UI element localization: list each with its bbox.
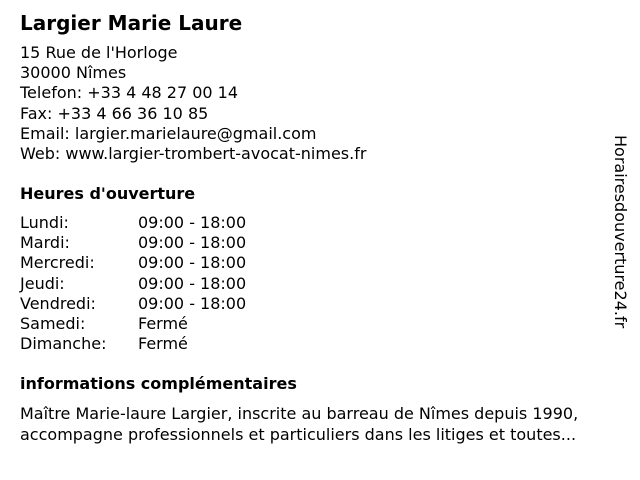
day-label: Vendredi: bbox=[20, 293, 96, 313]
day-label: Lundi: bbox=[20, 213, 69, 232]
day-label: Mercredi: bbox=[20, 253, 95, 273]
phone-number: Telefon: +33 4 48 27 00 14 bbox=[20, 83, 239, 103]
fax-number: Fax: +33 4 66 36 10 85 bbox=[20, 103, 209, 123]
day-hours: 09:00 - 18:00 bbox=[138, 233, 247, 253]
day-hours: 09:00 - 18:00 bbox=[138, 253, 247, 273]
address-street: 15 Rue de l'Horloge bbox=[20, 43, 178, 62]
additional-info-text bbox=[20, 403, 578, 445]
additional-info-heading: informations complémentaires bbox=[20, 374, 297, 393]
email-address: Email: largier.marielaure@gmail.com bbox=[20, 123, 317, 143]
website-url: Web: www.largier-trombert-avocat-nimes.fr bbox=[20, 143, 367, 163]
opening-hours-heading: Heures d'ouverture bbox=[20, 184, 196, 203]
page-title: Largier Marie Laure bbox=[20, 11, 243, 35]
day-hours: 09:00 - 18:00 bbox=[138, 273, 247, 293]
contact-block bbox=[20, 43, 366, 164]
day-label: Jeudi: bbox=[20, 273, 65, 293]
site-watermark: Horairesdouverture24.fr bbox=[611, 135, 630, 329]
day-hours: 09:00 - 18:00 bbox=[138, 213, 247, 232]
day-label: Mardi: bbox=[20, 233, 70, 253]
day-hours: 09:00 - 18:00 bbox=[138, 293, 247, 313]
address-city: 30000 Nîmes bbox=[20, 63, 127, 83]
additional-info-line: Maître Marie-laure Largier, inscrite au barreau de Nîmes depuis 1990, bbox=[20, 404, 579, 423]
day-hours: Fermé bbox=[138, 334, 188, 354]
day-label: Dimanche: bbox=[20, 334, 107, 354]
additional-info-line: accompagne professionnels et particuliers dans les litiges et toutes... bbox=[20, 425, 577, 444]
day-label: Samedi: bbox=[20, 313, 86, 333]
day-hours: Fermé bbox=[138, 313, 188, 333]
